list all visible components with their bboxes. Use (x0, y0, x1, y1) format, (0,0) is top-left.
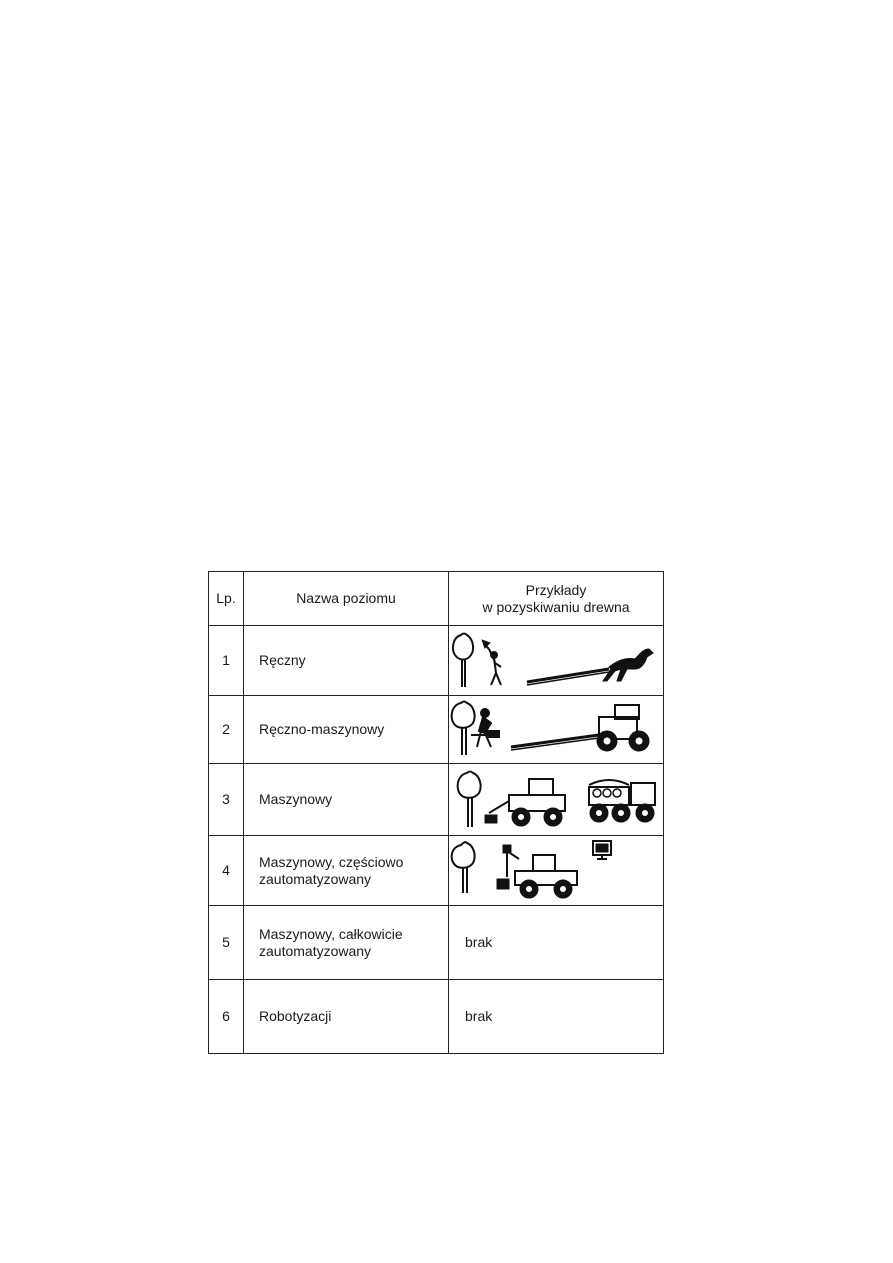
header-lp: Lp. (209, 572, 244, 626)
row-examples (449, 906, 664, 980)
automated-harvester-icon (497, 845, 577, 898)
row-lp: 4 (209, 836, 244, 906)
tree-icon (452, 842, 475, 893)
row3-illustration (449, 765, 661, 835)
row2-illustration (449, 697, 661, 763)
header-examples-line1: Przykłady (525, 581, 587, 598)
table-row (209, 626, 664, 696)
row-lp: 5 (209, 906, 244, 980)
header-examples-line2: w pozyskiwaniu drewna (482, 598, 630, 615)
row-example-text: brak (465, 934, 493, 950)
row-level-name-line1: Maszynowy, częściowo (259, 853, 404, 870)
row-level-name-line1: Maszynowy, całkowicie (259, 925, 403, 942)
tree-icon (458, 771, 481, 827)
table-row (209, 836, 664, 906)
tree-icon (453, 633, 473, 687)
automation-levels-table (208, 571, 664, 1054)
row-examples (449, 980, 664, 1054)
forwarder-icon (589, 780, 655, 822)
header-level-name: Nazwa poziomu (244, 572, 449, 626)
tree-icon (452, 701, 475, 755)
row-examples (449, 626, 664, 696)
row-level-name: Ręczny (244, 626, 449, 696)
row-level-name-line2: zautomatyzowany (259, 870, 372, 887)
row-examples (449, 836, 664, 906)
harvester-icon (485, 779, 565, 826)
row-lp: 6 (209, 980, 244, 1054)
table-row (209, 906, 664, 980)
row-level-name: Robotyzacji (244, 980, 449, 1054)
row-example-text: brak (465, 1008, 493, 1024)
row-examples (449, 764, 664, 836)
header-examples (449, 572, 664, 626)
lumberjack-axe-icon (483, 641, 501, 685)
row-lp: 2 (209, 696, 244, 764)
row-level-name-line2: zautomatyzowany (259, 942, 372, 959)
table-row (209, 696, 664, 764)
row-lp: 1 (209, 626, 244, 696)
table-row (209, 980, 664, 1054)
row-level-name (244, 836, 449, 906)
computer-monitor-icon (593, 841, 611, 859)
horse-skidding-log-icon (527, 649, 653, 685)
table-row (209, 764, 664, 836)
row-examples (449, 696, 664, 764)
row-lp: 3 (209, 764, 244, 836)
skidder-tractor-log-icon (511, 705, 649, 751)
row4-illustration (449, 837, 661, 905)
row-level-name: Maszynowy (244, 764, 449, 836)
row-level-name: Ręczno-maszynowy (244, 696, 449, 764)
row-level-name (244, 906, 449, 980)
row1-illustration (449, 627, 661, 695)
table-header-row (209, 572, 664, 626)
